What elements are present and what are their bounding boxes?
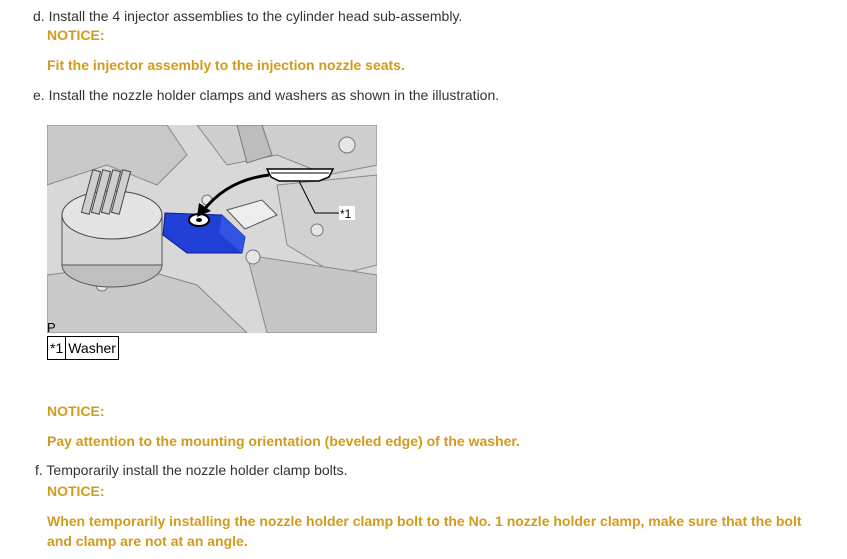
step-d-text: Install the 4 injector assemblies to the cylinder head sub-assembly.: [48, 8, 463, 24]
step-e: [33, 87, 499, 103]
step-e-letter: e.: [33, 87, 45, 103]
engine-drawing: [47, 125, 377, 333]
step-d-letter: d.: [33, 8, 45, 24]
notice-1-label: NOTICE:: [47, 27, 105, 43]
legend-key: *1: [48, 337, 66, 360]
notice-3-label: NOTICE:: [47, 483, 105, 499]
illustration-corner-mark: P: [47, 320, 56, 335]
step-f: [35, 462, 348, 478]
notice-1-text: Fit the injector assembly to the injection nozzle seats.: [47, 57, 405, 73]
legend-row: [48, 337, 119, 360]
step-f-letter: f.: [35, 462, 43, 478]
callout-label: *1: [340, 207, 352, 221]
notice-2-text: Pay attention to the mounting orientation (beveled edge) of the washer.: [47, 433, 520, 449]
notice-3-text: When temporarily installing the nozzle holder clamp bolt to the No. 1 nozzle holder clamp, make sure that the bolt and clamp are not at an angle.: [47, 513, 802, 549]
step-e-text: Install the nozzle holder clamps and washers as shown in the illustration.: [48, 87, 500, 103]
step-d: [33, 8, 462, 24]
notice-2-label: NOTICE:: [47, 403, 105, 419]
engine-illustration: [47, 125, 377, 333]
legend-value: Washer: [66, 337, 119, 360]
legend-table: [47, 336, 119, 360]
step-f-text: Temporarily install the nozzle holder clamp bolts.: [46, 462, 348, 478]
